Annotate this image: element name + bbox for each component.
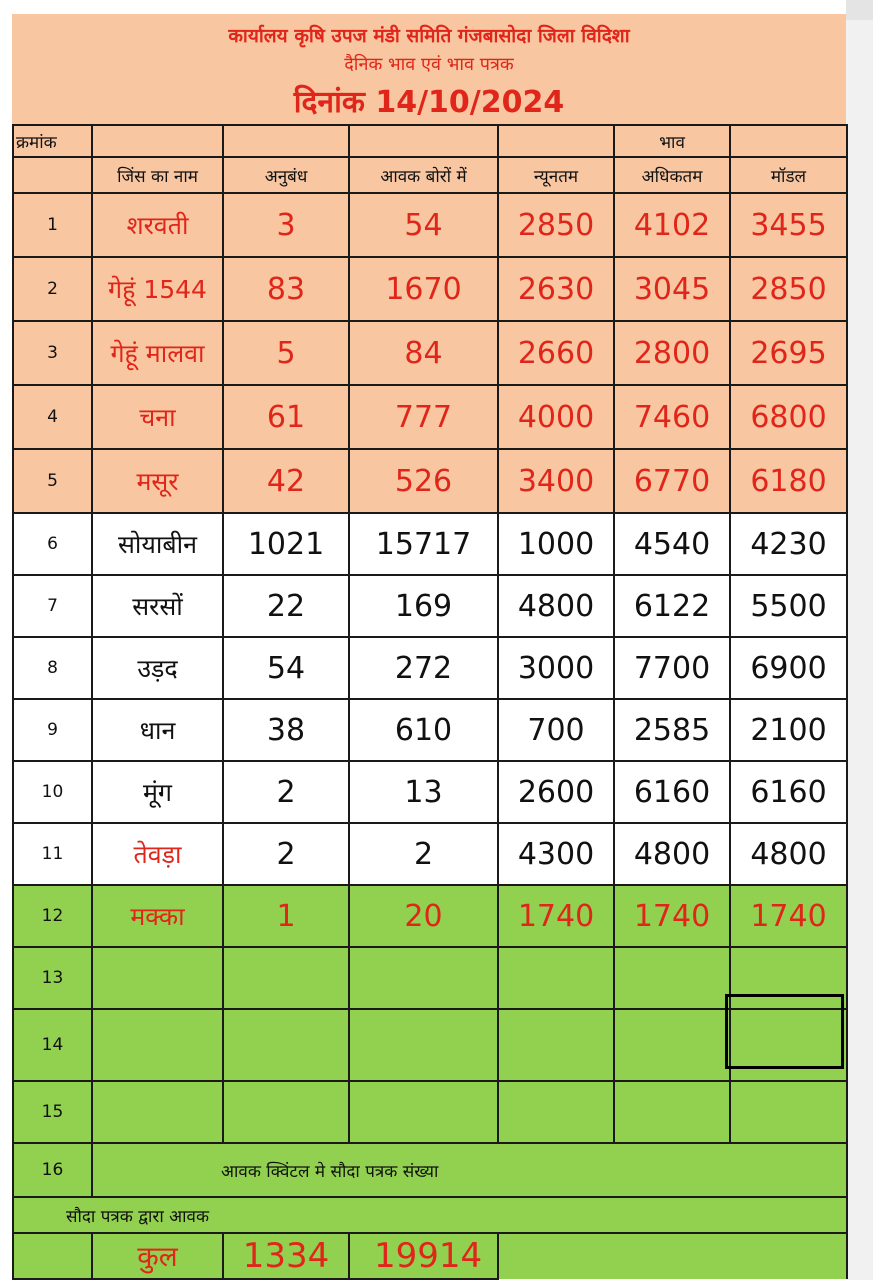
cell-contract: [223, 1009, 349, 1081]
sheet-subtitle: दैनिक भाव एवं भाव पत्रक: [344, 54, 514, 75]
col-max-header: अधिकतम: [614, 157, 730, 193]
cell-max: 4102: [614, 193, 730, 257]
commodity-name: मूंग: [92, 761, 223, 823]
total-row: [13, 1233, 847, 1279]
cell-min: 4000: [498, 385, 614, 449]
header-cell: [13, 157, 92, 193]
cell-arrival: 610: [349, 699, 498, 761]
cell-contract: 3: [223, 193, 349, 257]
cell-min: 700: [498, 699, 614, 761]
row-serial: 8: [13, 637, 92, 699]
total-arrival: 19914: [349, 1233, 498, 1279]
header-cell: [223, 125, 349, 157]
row-serial: 6: [13, 513, 92, 575]
cell-contract: 61: [223, 385, 349, 449]
cell-max: 4800: [614, 823, 730, 885]
cell-contract: 42: [223, 449, 349, 513]
col-contract-header: अनुबंध: [223, 157, 349, 193]
cell-arrival: 2: [349, 823, 498, 885]
cell-max: 6160: [614, 761, 730, 823]
cell-contract: 1: [223, 885, 349, 947]
cell-max: 4540: [614, 513, 730, 575]
cell-contract: 2: [223, 823, 349, 885]
cell-arrival: [349, 1009, 498, 1081]
row-serial: 16: [13, 1143, 92, 1197]
commodity-name: मक्का: [92, 885, 223, 947]
total-contract: 1334: [223, 1233, 349, 1279]
table-row: [13, 885, 847, 947]
cell-max: 7460: [614, 385, 730, 449]
cell-max: 7700: [614, 637, 730, 699]
cell-model: 5500: [730, 575, 847, 637]
table-row: [13, 761, 847, 823]
cell-arrival: 20: [349, 885, 498, 947]
commodity-name: चना: [92, 385, 223, 449]
table-row: [13, 385, 847, 449]
row-serial: 7: [13, 575, 92, 637]
cell-model: 4230: [730, 513, 847, 575]
background-strip-top: [846, 0, 873, 20]
cell-contract: 54: [223, 637, 349, 699]
cell-min: 3000: [498, 637, 614, 699]
cell-min: 2630: [498, 257, 614, 321]
total-empty: [614, 1233, 730, 1279]
row-serial: 15: [13, 1081, 92, 1143]
cell-contract: [223, 1081, 349, 1143]
cell-arrival: 777: [349, 385, 498, 449]
table-row: [13, 1009, 847, 1081]
row-serial: 12: [13, 885, 92, 947]
row-serial: 11: [13, 823, 92, 885]
header-cell: [730, 125, 847, 157]
table-row: [13, 637, 847, 699]
header-cell: [92, 125, 223, 157]
row-serial: 4: [13, 385, 92, 449]
cell-arrival: 13: [349, 761, 498, 823]
header-row-2: [13, 157, 847, 193]
commodity-name: धान: [92, 699, 223, 761]
cell-arrival: 526: [349, 449, 498, 513]
cell-model: 6160: [730, 761, 847, 823]
cell-model: 2850: [730, 257, 847, 321]
commodity-name: सोयाबीन: [92, 513, 223, 575]
cell-model: 2100: [730, 699, 847, 761]
col-model-header: मॉडल: [730, 157, 847, 193]
selected-cell-outline[interactable]: [725, 994, 844, 1069]
table-row: [13, 257, 847, 321]
cell-max: [614, 947, 730, 1009]
cell-max: 2800: [614, 321, 730, 385]
cell-min: 2600: [498, 761, 614, 823]
col-price-group-header: भाव: [614, 125, 730, 157]
total-empty: [730, 1233, 847, 1279]
table-row: [13, 1081, 847, 1143]
col-commodity-header: जिंस का नाम: [92, 157, 223, 193]
commodity-name: तेवड़ा: [92, 823, 223, 885]
table-row: [13, 321, 847, 385]
total-empty: [13, 1233, 92, 1279]
cell-max: 1740: [614, 885, 730, 947]
commodity-name: उड़द: [92, 637, 223, 699]
cell-max: 6122: [614, 575, 730, 637]
table-row: [13, 823, 847, 885]
cell-min: [498, 1009, 614, 1081]
cell-contract: 1021: [223, 513, 349, 575]
data-rows: [13, 193, 847, 1143]
cell-arrival: [349, 947, 498, 1009]
cell-arrival: 84: [349, 321, 498, 385]
row-serial: 13: [13, 947, 92, 1009]
commodity-name: शरवती: [92, 193, 223, 257]
cell-max: [614, 1009, 730, 1081]
row-serial: 14: [13, 1009, 92, 1081]
cell-max: [614, 1081, 730, 1143]
col-arrival-header: आवक बोरों में: [349, 157, 498, 193]
commodity-name: सरसों: [92, 575, 223, 637]
header-cell: [498, 125, 614, 157]
commodity-name: [92, 1009, 223, 1081]
row-serial: 1: [13, 193, 92, 257]
cell-model: 2695: [730, 321, 847, 385]
cell-max: 6770: [614, 449, 730, 513]
cell-contract: 22: [223, 575, 349, 637]
cell-arrival: 169: [349, 575, 498, 637]
col-min-header: न्यूनतम: [498, 157, 614, 193]
row-16: [13, 1143, 847, 1197]
cell-model: 3455: [730, 193, 847, 257]
cell-model: 6800: [730, 385, 847, 449]
table-row: [13, 575, 847, 637]
cell-contract: 5: [223, 321, 349, 385]
cell-min: 3400: [498, 449, 614, 513]
row-serial: 3: [13, 321, 92, 385]
cell-min: [498, 947, 614, 1009]
cell-contract: 38: [223, 699, 349, 761]
cell-contract: [223, 947, 349, 1009]
table-row: [13, 699, 847, 761]
sheet-header: [12, 14, 846, 127]
header-row-1: [13, 125, 847, 157]
cell-min: 1740: [498, 885, 614, 947]
commodity-name: गेहूं मालवा: [92, 321, 223, 385]
total-empty: [498, 1233, 614, 1279]
table-row: [13, 947, 847, 1009]
background-strip: [846, 0, 873, 1280]
sauda-text: सौदा पत्रक द्वारा आवक: [13, 1197, 847, 1233]
table-row: [13, 193, 847, 257]
cell-model: 4800: [730, 823, 847, 885]
header-cell: [349, 125, 498, 157]
row-serial: 9: [13, 699, 92, 761]
cell-model: [730, 1081, 847, 1143]
commodity-name: मसूर: [92, 449, 223, 513]
cell-max: 2585: [614, 699, 730, 761]
table-row: [13, 513, 847, 575]
commodity-name: [92, 947, 223, 1009]
sheet-date: दिनांक 14/10/2024: [293, 85, 565, 120]
row-serial: 10: [13, 761, 92, 823]
cell-min: 4300: [498, 823, 614, 885]
cell-max: 3045: [614, 257, 730, 321]
cell-min: 2850: [498, 193, 614, 257]
cell-contract: 2: [223, 761, 349, 823]
cell-arrival: 54: [349, 193, 498, 257]
total-label: कुल: [92, 1233, 223, 1279]
price-table: [12, 124, 848, 1280]
cell-min: [498, 1081, 614, 1143]
cell-arrival: 1670: [349, 257, 498, 321]
col-serial-header: क्रमांक: [13, 125, 92, 157]
cell-min: 2660: [498, 321, 614, 385]
cell-min: 4800: [498, 575, 614, 637]
commodity-name: [92, 1081, 223, 1143]
cell-model: 1740: [730, 885, 847, 947]
cell-arrival: 15717: [349, 513, 498, 575]
cell-arrival: 272: [349, 637, 498, 699]
cell-arrival: [349, 1081, 498, 1143]
row-serial: 2: [13, 257, 92, 321]
row16-text: आवक क्विंटल मे सौदा पत्रक संख्या: [92, 1143, 847, 1197]
row-serial: 5: [13, 449, 92, 513]
cell-min: 1000: [498, 513, 614, 575]
office-title: कार्यालय कृषि उपज मंडी समिति गंजबासोदा जिला विदिशा: [228, 25, 630, 47]
sauda-row: [13, 1197, 847, 1233]
table-row: [13, 449, 847, 513]
commodity-name: गेहूं 1544: [92, 257, 223, 321]
cell-contract: 83: [223, 257, 349, 321]
cell-model: 6180: [730, 449, 847, 513]
price-sheet: [12, 14, 846, 1276]
cell-model: 6900: [730, 637, 847, 699]
